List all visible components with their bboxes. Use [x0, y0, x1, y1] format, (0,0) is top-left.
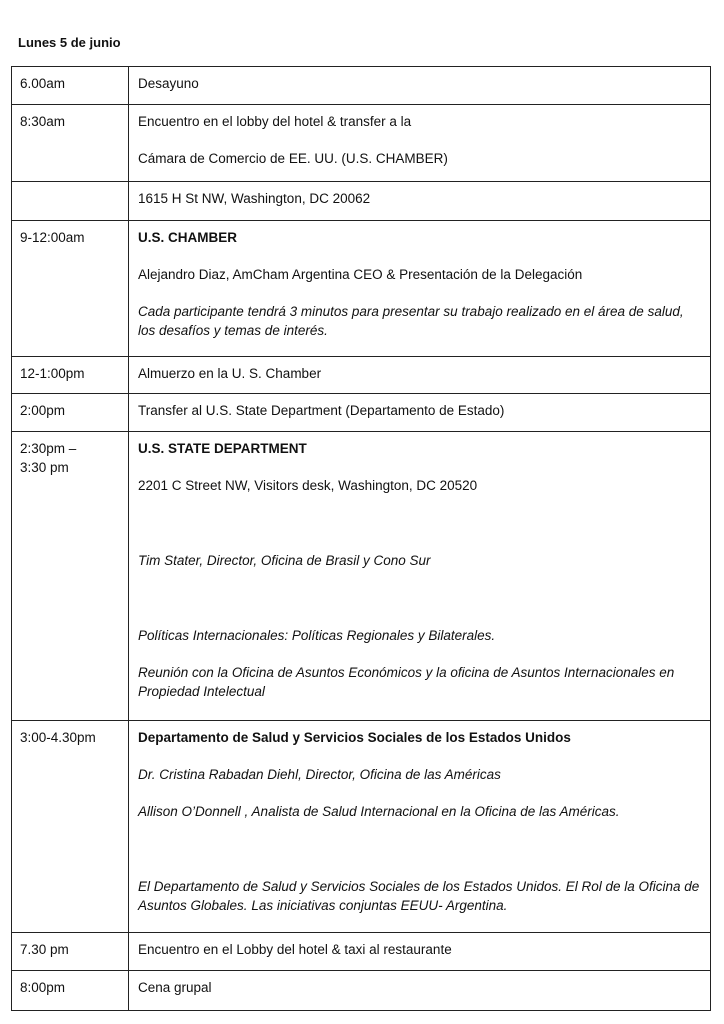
- description-line: Alejandro Diaz, AmCham Argentina CEO & Presentación de la Delegación: [138, 267, 583, 282]
- description-cell: [129, 933, 711, 971]
- description-cell: [129, 221, 711, 357]
- table-row: [12, 933, 711, 971]
- description-line: Encuentro en el Lobby del hotel & taxi al restaurante: [138, 942, 452, 957]
- table-row: [12, 432, 711, 721]
- description-line: Allison O’Donnell , Analista de Salud Internacional en la Oficina de las Américas.: [138, 804, 620, 819]
- description-line: 2201 C Street NW, Visitors desk, Washington, DC 20520: [138, 478, 478, 493]
- schedule-table: [11, 66, 711, 1011]
- description-line: 1615 H St NW, Washington, DC 20062: [138, 191, 371, 206]
- description-cell: [129, 971, 711, 1011]
- table-row: [12, 105, 711, 182]
- description-line: Dr. Cristina Rabadan Diehl, Director, Oficina de las Américas: [138, 767, 501, 782]
- table-row: [12, 182, 711, 221]
- time-cell: 2:30pm – 3:30 pm: [12, 432, 129, 721]
- description-line: El Departamento de Salud y Servicios Sociales de los Estados Unidos. El Rol de la Oficina de Asuntos Globales. Las iniciativas conjuntas EEUU- Argentina.: [138, 879, 700, 913]
- description-line: Encuentro en el lobby del hotel & transfer a la: [138, 114, 412, 129]
- session-title: Departamento de Salud y Servicios Sociales de los Estados Unidos: [138, 730, 571, 745]
- description-cell: [129, 67, 711, 105]
- time-cell: 2:00pm: [12, 394, 129, 432]
- day-heading: Lunes 5 de junio: [18, 35, 121, 50]
- description-line: Cada participante tendrá 3 minutos para presentar su trabajo realizado en el área de salud, los desafíos y temas de interés.: [138, 304, 684, 338]
- time-cell: 6.00am: [12, 67, 129, 105]
- session-title: U.S. STATE DEPARTMENT: [138, 441, 307, 456]
- description-line: Cámara de Comercio de EE. UU. (U.S. CHAMBER): [138, 151, 448, 166]
- table-row: [12, 357, 711, 394]
- description-cell: [129, 721, 711, 933]
- description-cell: [129, 394, 711, 432]
- description-line: Tim Stater, Director, Oficina de Brasil y Cono Sur: [138, 553, 431, 568]
- time-cell: 8:00pm: [12, 971, 129, 1011]
- table-row: [12, 721, 711, 933]
- table-row: [12, 221, 711, 357]
- time-cell: 3:00-4.30pm: [12, 721, 129, 933]
- description-cell: [129, 105, 711, 182]
- description-line: Desayuno: [138, 76, 199, 91]
- table-row: [12, 394, 711, 432]
- time-cell: 8:30am: [12, 105, 129, 182]
- description-line: Transfer al U.S. State Department (Departamento de Estado): [138, 403, 505, 418]
- description-line: Almuerzo en la U. S. Chamber: [138, 366, 322, 381]
- time-cell: 9-12:00am: [12, 221, 129, 357]
- description-line: Reunión con la Oficina de Asuntos Económicos y la oficina de Asuntos Internacionales en Propiedad Intelectual: [138, 665, 675, 699]
- table-row: [12, 971, 711, 1011]
- description-cell: [129, 357, 711, 394]
- time-cell: [12, 182, 129, 221]
- time-cell: 7.30 pm: [12, 933, 129, 971]
- description-line: Cena grupal: [138, 980, 212, 995]
- description-line: Políticas Internacionales: Políticas Regionales y Bilaterales.: [138, 628, 496, 643]
- description-cell: [129, 432, 711, 721]
- description-cell: [129, 182, 711, 221]
- session-title: U.S. CHAMBER: [138, 230, 238, 245]
- time-cell: 12-1:00pm: [12, 357, 129, 394]
- table-row: [12, 67, 711, 105]
